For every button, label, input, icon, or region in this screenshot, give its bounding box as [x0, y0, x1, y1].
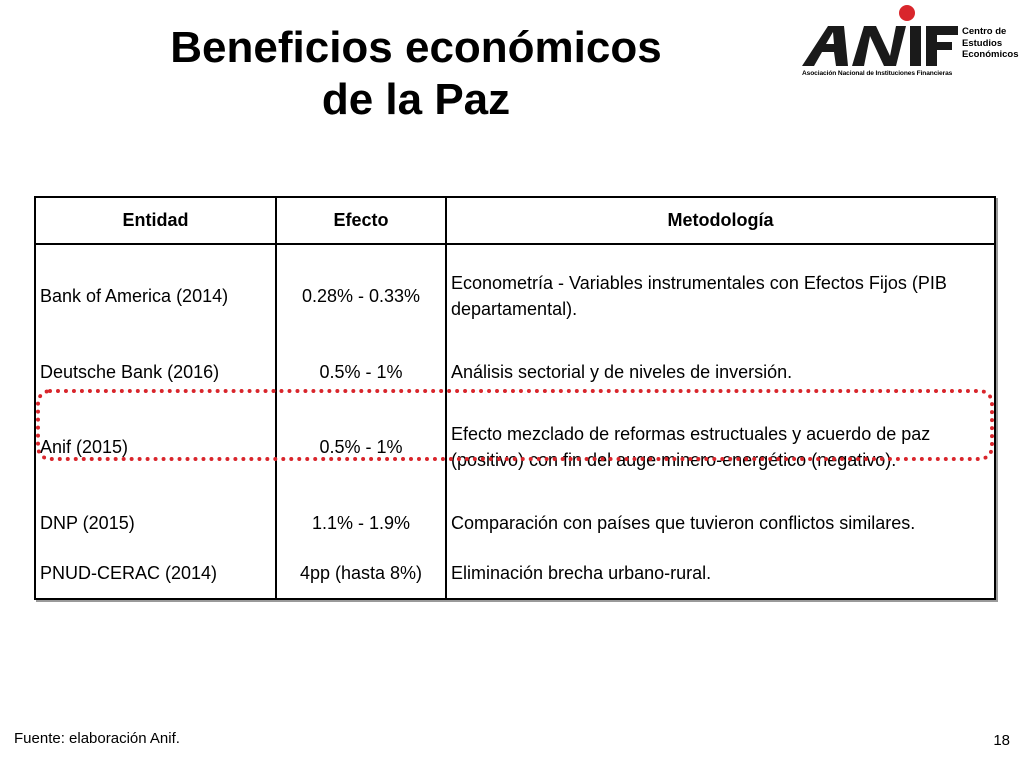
table-row: [36, 397, 994, 498]
slide-title-line-2: de la Paz: [321, 75, 511, 124]
cell-efecto: 0.5% - 1%: [276, 347, 446, 397]
results-table-grid: [36, 198, 994, 598]
cell-efecto: 0.5% - 1%: [276, 397, 446, 498]
header-efecto: Efecto: [276, 198, 446, 244]
cell-metodologia: Efecto mezclado de reformas estructuales y acuerdo de paz (positivo) con fin del auge minero-energético (negativo).: [446, 397, 994, 498]
cell-metodologia: Análisis sectorial y de niveles de inversión.: [446, 347, 994, 397]
slide-title-line-1: Beneficios económicos: [170, 23, 662, 72]
header-metodologia: Metodología: [446, 198, 994, 244]
results-table: [34, 196, 996, 600]
header-entidad: Entidad: [36, 198, 276, 244]
cell-efecto: 0.28% - 0.33%: [276, 244, 446, 347]
logo-subtitle: Asociación Nacional de Instituciones Financieras: [802, 70, 953, 77]
slide-title: [110, 22, 722, 126]
logo-side-line-3: Económicos: [962, 49, 1019, 60]
cell-entidad: DNP (2015): [40, 512, 135, 533]
table-header-row: [36, 198, 994, 244]
cell-entidad: Bank of America (2014): [40, 285, 229, 306]
page-number: 18: [993, 732, 1010, 749]
cell-entidad: PNUD-CERAC (2014): [40, 562, 218, 583]
table-row: [36, 347, 994, 397]
cell-metodologia: Eliminación brecha urbano-rural.: [446, 548, 994, 598]
cell-entidad: Deutsche Bank (2016): [40, 361, 220, 382]
cell-metodologia: Econometría - Variables instrumentales con Efectos Fijos (PIB departamental).: [446, 244, 994, 347]
cell-efecto: 4pp (hasta 8%): [276, 548, 446, 598]
cell-efecto: 1.1% - 1.9%: [276, 497, 446, 547]
source-note: Fuente: elaboración Anif.: [14, 730, 180, 747]
table-row: [36, 548, 994, 598]
logo-side-line-1: Centro de: [962, 26, 1007, 37]
table-row: [36, 244, 994, 347]
logo-side-text: [962, 26, 1024, 61]
logo-side-line-2: Estudios: [962, 37, 1003, 49]
table-row: [36, 497, 994, 547]
cell-entidad: Anif (2015): [40, 437, 129, 458]
cell-metodologia: Comparación con países que tuvieron conflictos similares.: [446, 497, 994, 547]
